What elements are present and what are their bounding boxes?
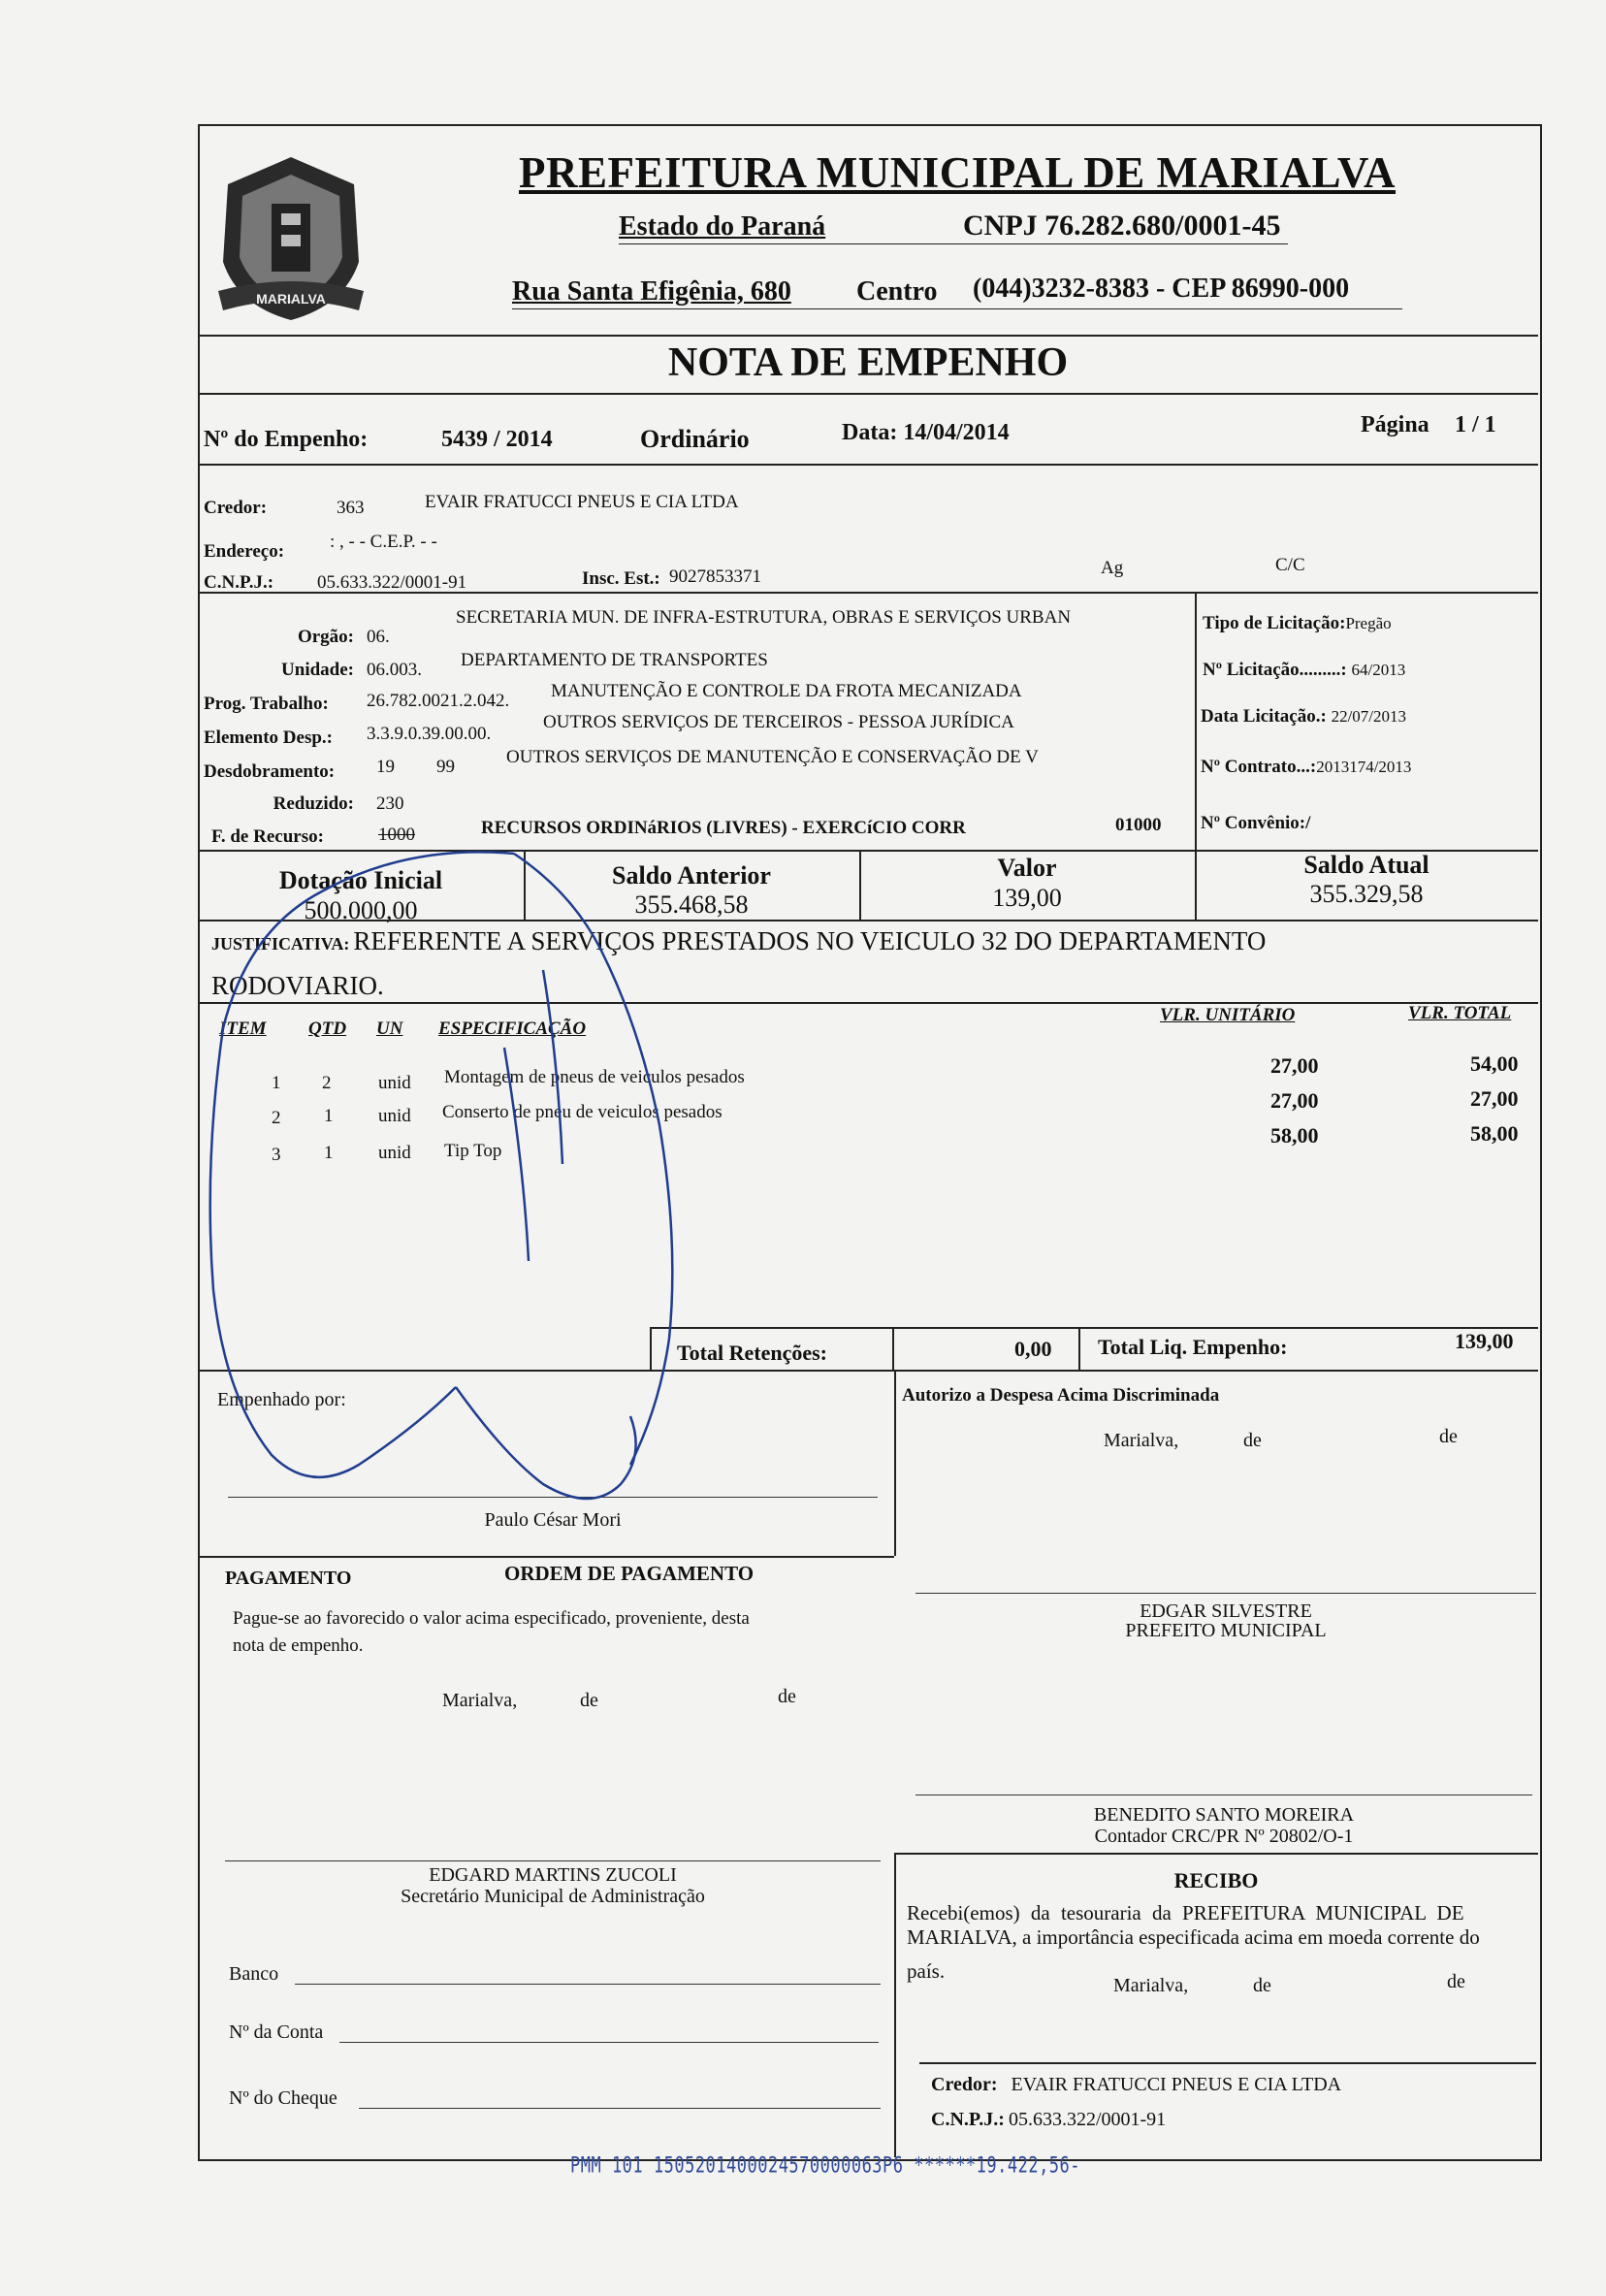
empenhado-label: Empenhado por:: [217, 1389, 346, 1410]
justificativa-text-cont: RODOVIARIO.: [211, 971, 384, 1000]
row-spec: Montagem de pneus de veiculos pesados: [444, 1067, 745, 1087]
document-title: NOTA DE EMPENHO: [667, 340, 1069, 385]
row-unit-value: 58,00: [1270, 1123, 1319, 1148]
row-item: 2: [272, 1108, 281, 1128]
data-licitacao-value: 22/07/2013: [1331, 707, 1407, 726]
liq-value: 139,00: [1455, 1329, 1514, 1353]
autorizo-de2: de: [1439, 1426, 1458, 1447]
col-header-spec: ESPECIFICAÇÃO: [438, 1019, 587, 1039]
district: Centro: [856, 276, 938, 307]
orgao-label: Orgão:: [297, 627, 354, 647]
address: Rua Santa Efigênia, 680: [512, 276, 791, 307]
recibo-title: RECIBO: [1173, 1868, 1259, 1892]
reduzido-value: 230: [376, 793, 404, 814]
valor-value: 139,00: [992, 884, 1062, 912]
recurso-num: 01000: [1115, 815, 1162, 835]
row-total-value: 58,00: [1470, 1121, 1519, 1146]
justificativa-text: REFERENTE A SERVIÇOS PRESTADOS NO VEICULO 32 DO DEPARTAMENTO: [353, 926, 1267, 955]
credor-cnpj: 05.633.322/0001-91: [317, 572, 467, 593]
col-header-total: VLR. TOTAL: [1408, 1003, 1512, 1023]
cc-label: C/C: [1275, 555, 1305, 575]
liq-label: Total Liq. Empenho:: [1098, 1335, 1288, 1359]
elemento-name: OUTROS SERVIÇOS DE TERCEIROS - PESSOA JURÍDICA: [543, 712, 1014, 732]
retencoes-label: Total Retenções:: [677, 1341, 827, 1365]
banco-label: Banco: [229, 1963, 279, 1985]
recibo-city: Marialva,: [1113, 1975, 1189, 1996]
saldo-atual-value: 355.329,58: [1309, 880, 1424, 908]
num-licitacao-value: 64/2013: [1351, 661, 1406, 679]
crest-banner-text: MARIALVA: [256, 291, 326, 307]
ordem-pagamento-label: ORDEM DE PAGAMENTO: [504, 1562, 755, 1585]
credor-label: Credor:: [204, 498, 268, 518]
recibo-text-3: país.: [907, 1959, 946, 1983]
contador-title: Contador CRC/PR Nº 20802/O-1: [1094, 1826, 1354, 1847]
data-licitacao-label: Data Licitação.:: [1201, 706, 1327, 727]
page-number: 1 / 1: [1455, 412, 1496, 437]
pagamento-de2: de: [778, 1686, 796, 1707]
recurso-label: F. de Recurso:: [211, 826, 324, 847]
municipality-title: PREFEITURA MUNICIPAL DE MARIALVA: [519, 148, 1397, 197]
saldo-anterior-label: Saldo Anterior: [612, 861, 771, 889]
row-qtd: 2: [322, 1073, 332, 1093]
orgao-name: SECRETARIA MUN. DE INFRA-ESTRUTURA, OBRAS E SERVIÇOS URBAN: [456, 607, 1072, 628]
state-name: Estado do Paraná: [619, 211, 826, 242]
secretario-name: EDGARD MARTINS ZUCOLI: [429, 1864, 677, 1886]
credor-footer-cnpj-label: C.N.P.J.:: [931, 2109, 1005, 2130]
handwritten-signature: [210, 852, 673, 1499]
page-label: Página: [1361, 412, 1429, 437]
retencoes-value: 0,00: [1014, 1337, 1052, 1361]
col-header-unit: VLR. UNITÁRIO: [1160, 1005, 1296, 1025]
prog-label: Prog. Trabalho:: [204, 694, 329, 714]
prefeito-title: PREFEITO MUNICIPAL: [1125, 1620, 1327, 1641]
desdobramento-label: Desdobramento:: [204, 761, 336, 782]
unidade-label: Unidade:: [281, 660, 354, 680]
phone-cep: (044)3232-8383 - CEP 86990-000: [973, 274, 1350, 304]
orgao-code: 06.: [367, 627, 390, 647]
pagamento-label: PAGAMENTO: [225, 1568, 352, 1589]
credor-cnpj-label: C.N.P.J.:: [204, 572, 274, 593]
row-total-value: 54,00: [1470, 1051, 1519, 1076]
col-header-qtd: QTD: [308, 1019, 347, 1039]
endereco-label: Endereço:: [204, 541, 285, 562]
num-licitacao-label: Nº Licitação.........:: [1203, 660, 1347, 680]
row-spec: Conserto de pneu de veiculos pesados: [442, 1102, 723, 1122]
recibo-de1: de: [1253, 1975, 1271, 1996]
col-header-un: UN: [376, 1019, 403, 1039]
autorizo-city: Marialva,: [1104, 1430, 1179, 1451]
ag-label: Ag: [1101, 558, 1124, 578]
insc-value: 9027853371: [669, 566, 761, 587]
row-item: 3: [272, 1145, 281, 1165]
dotacao-inicial-label: Dotação Inicial: [278, 866, 443, 894]
row-unit-value: 27,00: [1270, 1088, 1319, 1113]
cheque-label: Nº do Cheque: [229, 2087, 337, 2109]
credor-code: 363: [337, 498, 365, 518]
empenho-date: Data: 14/04/2014: [842, 420, 1010, 445]
insc-label: Insc. Est.:: [582, 568, 660, 589]
contador-name: BENEDITO SANTO MOREIRA: [1093, 1804, 1355, 1826]
row-item: 1: [272, 1073, 281, 1093]
row-spec: Tip Top: [444, 1141, 502, 1161]
prog-code: 26.782.0021.2.042.: [367, 691, 510, 711]
row-unit-value: 27,00: [1270, 1053, 1319, 1078]
col-header-item: ITEM: [219, 1019, 267, 1039]
dotacao-inicial-value: 500.000,00: [304, 896, 418, 924]
bank-stamp: PMM 101 1505201400024570000063P6 ******19.422,56-: [570, 2153, 1081, 2179]
pagamento-de1: de: [580, 1690, 598, 1711]
saldo-atual-label: Saldo Atual: [1303, 851, 1429, 879]
row-un: unid: [378, 1143, 411, 1163]
row-un: unid: [378, 1073, 411, 1093]
justificativa-label: JUSTIFICATIVA:: [211, 934, 350, 954]
cnpj-header: CNPJ 76.282.680/0001-45: [963, 210, 1281, 242]
empenho-label: Nº do Empenho:: [204, 427, 369, 452]
recibo-text-2: MARIALVA, a importância especificada acima em moeda corrente do: [907, 1925, 1480, 1949]
pagamento-city: Marialva,: [442, 1690, 518, 1711]
autorizo-label: Autorizo a Despesa Acima Discriminada: [902, 1385, 1220, 1406]
autorizo-de1: de: [1243, 1430, 1262, 1451]
credor-name: EVAIR FRATUCCI PNEUS E CIA LTDA: [425, 492, 739, 512]
desdobramento-code: 19: [376, 757, 395, 777]
saldo-anterior-value: 355.468,58: [634, 890, 749, 919]
credor-footer-label: Credor:: [931, 2074, 998, 2095]
recurso-code: 1000: [378, 825, 415, 845]
pagamento-text-1: Pague-se ao favorecido o valor acima especificado, proveniente, desta: [233, 1608, 750, 1629]
empenho-type: Ordinário: [640, 425, 750, 453]
unidade-code: 06.003.: [367, 660, 422, 680]
prog-name: MANUTENÇÃO E CONTROLE DA FROTA MECANIZADA: [551, 681, 1022, 701]
desdobramento-name: OUTROS SERVIÇOS DE MANUTENÇÃO E CONSERVAÇÃO DE V: [506, 747, 1039, 767]
prefeito-name: EDGAR SILVESTRE: [1140, 1601, 1312, 1622]
convenio: Nº Convênio:/: [1201, 813, 1311, 833]
row-qtd: 1: [324, 1106, 334, 1126]
credor-footer-name: EVAIR FRATUCCI PNEUS E CIA LTDA: [1011, 2074, 1342, 2095]
credor-footer-cnpj-value: 05.633.322/0001-91: [1008, 2109, 1167, 2130]
recurso-name: RECURSOS ORDINáRIOS (LIVRES) - EXERCíCIO CORR: [481, 818, 966, 838]
tipo-licitacao-value: Pregão: [1345, 614, 1392, 632]
conta-label: Nº da Conta: [229, 2021, 324, 2043]
desdobramento-sub: 99: [436, 757, 455, 777]
elemento-code: 3.3.9.0.39.00.00.: [367, 724, 492, 744]
contrato-value: 2013174/2013: [1316, 758, 1412, 776]
recibo-de2: de: [1447, 1971, 1465, 1992]
contrato-label: Nº Contrato...:: [1201, 757, 1317, 777]
empenho-number: 5439 / 2014: [441, 427, 553, 452]
endereco-value: : , - - C.E.P. - -: [330, 532, 437, 552]
recibo-text-1: Recebi(emos) da tesouraria da PREFEITURA MUNICIPAL DE: [907, 1901, 1464, 1924]
pagamento-text-2: nota de empenho.: [233, 1635, 364, 1656]
reduzido-label: Reduzido:: [273, 793, 354, 814]
tipo-licitacao-label-text: Tipo de Licitação:: [1203, 613, 1346, 633]
row-total-value: 27,00: [1470, 1086, 1519, 1111]
unidade-name: DEPARTAMENTO DE TRANSPORTES: [461, 650, 768, 670]
empenhado-name: Paulo César Mori: [484, 1509, 622, 1531]
row-un: unid: [378, 1106, 411, 1126]
secretario-title: Secretário Municipal de Administração: [401, 1886, 705, 1907]
elemento-label: Elemento Desp.:: [204, 728, 333, 748]
valor-label: Valor: [997, 854, 1057, 882]
row-qtd: 1: [324, 1143, 334, 1163]
